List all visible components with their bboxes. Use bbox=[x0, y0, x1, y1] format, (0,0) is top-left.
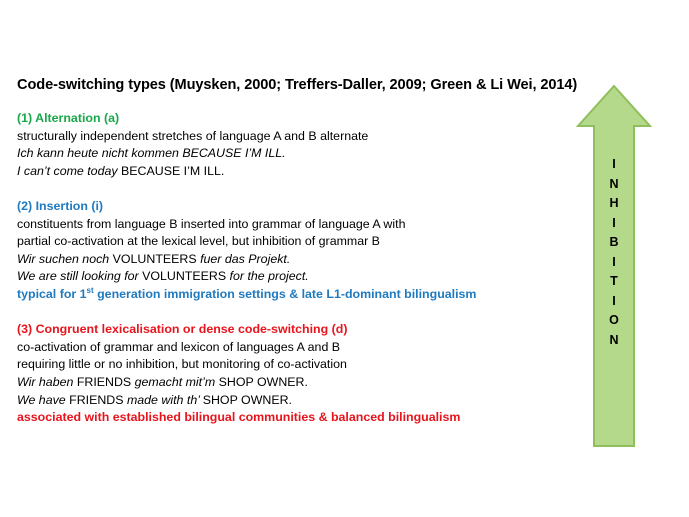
example-english-insert: BECAUSE I’M ILL. bbox=[182, 146, 286, 161]
congruent-description-line1: co-activation of grammar and lexicon of languages A and B bbox=[17, 339, 341, 354]
inhibition-label bbox=[596, 155, 632, 350]
example-text: I can’t come today bbox=[17, 163, 121, 178]
insertion-example-english bbox=[17, 268, 577, 286]
inhibition-letter: B bbox=[609, 235, 619, 249]
insertion-note bbox=[17, 286, 577, 304]
note-superscript: st bbox=[86, 285, 94, 295]
inhibition-letter: I bbox=[612, 157, 616, 171]
inhibition-letter: O bbox=[609, 313, 619, 327]
congruent-heading: (3) Congruent lexicalisation or dense code-switching (d) bbox=[17, 322, 348, 337]
section-congruent-lexicalisation bbox=[17, 321, 577, 427]
insertion-heading: (2) Insertion (i) bbox=[17, 198, 104, 213]
example-english-insert: BECAUSE I’M ILL. bbox=[121, 163, 225, 178]
inhibition-letter: T bbox=[610, 274, 618, 288]
alternation-example-german bbox=[17, 145, 577, 163]
example-english-insert: SHOP OWNER. bbox=[218, 374, 308, 389]
example-text: made with th’ bbox=[123, 392, 203, 407]
alternation-heading: (1) Alternation (a) bbox=[17, 111, 120, 125]
inhibition-letter: N bbox=[609, 332, 619, 347]
insertion-description-line2: partial co-activation at the lexical level, but inhibition of grammar B bbox=[17, 234, 380, 249]
congruent-example-german bbox=[17, 374, 577, 392]
example-english-insert: SHOP OWNER. bbox=[202, 392, 292, 407]
example-text: fuer das Projekt. bbox=[196, 251, 291, 266]
note-text: generation immigration settings & late L1-dominant bilingualism bbox=[93, 286, 477, 301]
example-text: We have bbox=[17, 392, 70, 407]
example-english-insert: FRIENDS bbox=[69, 392, 124, 407]
alternation-description: structurally independent stretches of language A and B alternate bbox=[17, 128, 369, 143]
slide-title: Code-switching types (Muysken, 2000; Treffers-Daller, 2009; Green & Li Wei, 2014) bbox=[17, 77, 578, 93]
inhibition-letter: H bbox=[609, 196, 619, 210]
congruent-description-line2: requiring little or no inhibition, but monitoring of co-activation bbox=[17, 357, 347, 372]
section-alternation bbox=[17, 110, 577, 180]
example-english-insert: FRIENDS bbox=[76, 374, 132, 389]
example-text: for the project. bbox=[226, 269, 309, 284]
example-text: Wir haben bbox=[17, 374, 77, 389]
example-text: Wir suchen noch bbox=[17, 251, 113, 266]
alternation-example-english bbox=[17, 163, 577, 181]
example-english-insert: VOLUNTEERS bbox=[112, 251, 197, 266]
insertion-description-line1: constituents from language B inserted into grammar of language A with bbox=[17, 216, 406, 231]
congruent-note: associated with established bilingual communities & balanced bilingualism bbox=[17, 410, 461, 425]
example-text: Ich kann heute nicht kommen bbox=[17, 146, 183, 161]
example-text: We are still looking for bbox=[17, 269, 143, 284]
section-insertion bbox=[17, 198, 577, 304]
inhibition-letter: N bbox=[609, 176, 619, 191]
congruent-example-english bbox=[17, 392, 577, 410]
inhibition-letter: I bbox=[612, 254, 616, 269]
note-text: typical for 1 bbox=[17, 286, 87, 301]
inhibition-letter: I bbox=[612, 293, 616, 308]
example-english-insert: VOLUNTEERS bbox=[142, 269, 227, 284]
inhibition-letter: I bbox=[612, 215, 616, 230]
slide-content bbox=[17, 110, 577, 444]
insertion-example-german bbox=[17, 251, 577, 269]
example-text: gemacht mit’m bbox=[131, 374, 219, 389]
